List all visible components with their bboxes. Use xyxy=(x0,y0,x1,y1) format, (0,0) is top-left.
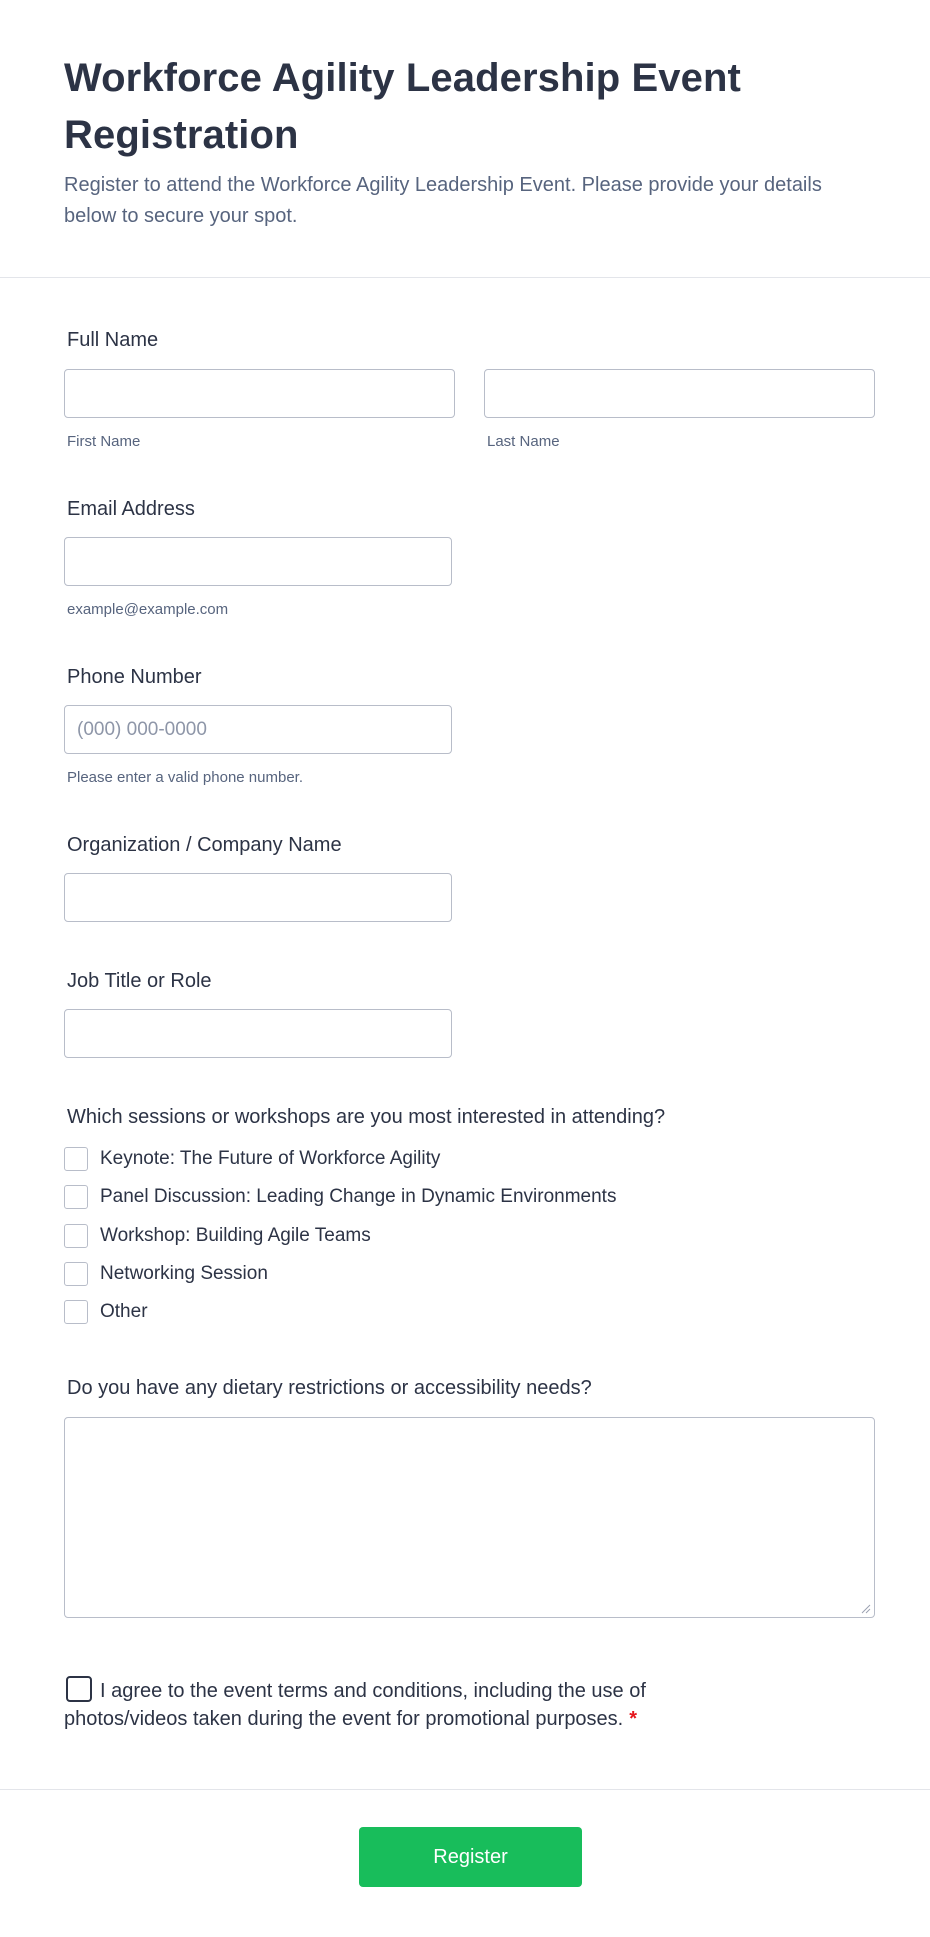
required-asterisk: * xyxy=(629,1708,638,1730)
phone-input[interactable] xyxy=(64,705,452,754)
email-sublabel: example@example.com xyxy=(67,601,229,618)
session-option-networking[interactable] xyxy=(64,1261,268,1287)
session-checkbox[interactable] xyxy=(64,1185,88,1209)
first-name-input[interactable] xyxy=(64,369,455,418)
form-subtitle: Register to attend the Workforce Agility Leadership Event. Please provide your details below to secure your spot. xyxy=(64,174,822,227)
terms-checkbox[interactable] xyxy=(66,1676,92,1702)
email-label: Email Address xyxy=(67,498,195,520)
register-button[interactable]: Register xyxy=(359,1827,582,1887)
last-name-input[interactable] xyxy=(484,369,875,418)
session-option-other[interactable] xyxy=(64,1299,148,1325)
job-title-input[interactable] xyxy=(64,1009,452,1058)
footer-divider xyxy=(0,1789,930,1790)
session-checkbox[interactable] xyxy=(64,1147,88,1171)
dietary-textarea[interactable] xyxy=(64,1417,875,1618)
phone-label: Phone Number xyxy=(67,666,202,688)
session-option-label: Panel Discussion: Leading Change in Dynamic Environments xyxy=(100,1186,617,1207)
session-option-label: Networking Session xyxy=(100,1263,268,1284)
form-header xyxy=(64,50,854,232)
session-checkbox[interactable] xyxy=(64,1300,88,1324)
session-option-panel[interactable] xyxy=(64,1184,616,1210)
terms-consent xyxy=(64,1676,764,1733)
organization-label: Organization / Company Name xyxy=(67,834,342,856)
resize-grip-icon[interactable] xyxy=(861,1604,871,1614)
header-divider xyxy=(0,277,930,278)
session-option-label: Other xyxy=(100,1301,148,1322)
first-name-sublabel: First Name xyxy=(67,433,141,450)
full-name-label: Full Name xyxy=(67,329,159,351)
dietary-question: Do you have any dietary restrictions or accessibility needs? xyxy=(67,1377,592,1399)
sessions-question: Which sessions or workshops are you most interested in attending? xyxy=(67,1106,666,1128)
organization-input[interactable] xyxy=(64,873,452,922)
session-checkbox[interactable] xyxy=(64,1224,88,1248)
phone-sublabel: Please enter a valid phone number. xyxy=(67,769,303,786)
session-option-keynote[interactable] xyxy=(64,1146,440,1172)
session-option-label: Workshop: Building Agile Teams xyxy=(100,1225,371,1246)
email-input[interactable] xyxy=(64,537,452,586)
form-title: Workforce Agility Leadership Event Registration xyxy=(64,56,741,157)
session-checkbox[interactable] xyxy=(64,1262,88,1286)
last-name-sublabel: Last Name xyxy=(487,433,560,450)
session-option-label: Keynote: The Future of Workforce Agility xyxy=(100,1148,441,1169)
job-title-label: Job Title or Role xyxy=(67,970,212,992)
terms-text: I agree to the event terms and conditions, including the use of photos/videos taken during the event for promotional purposes. xyxy=(64,1680,646,1730)
session-option-workshop[interactable] xyxy=(64,1223,371,1249)
